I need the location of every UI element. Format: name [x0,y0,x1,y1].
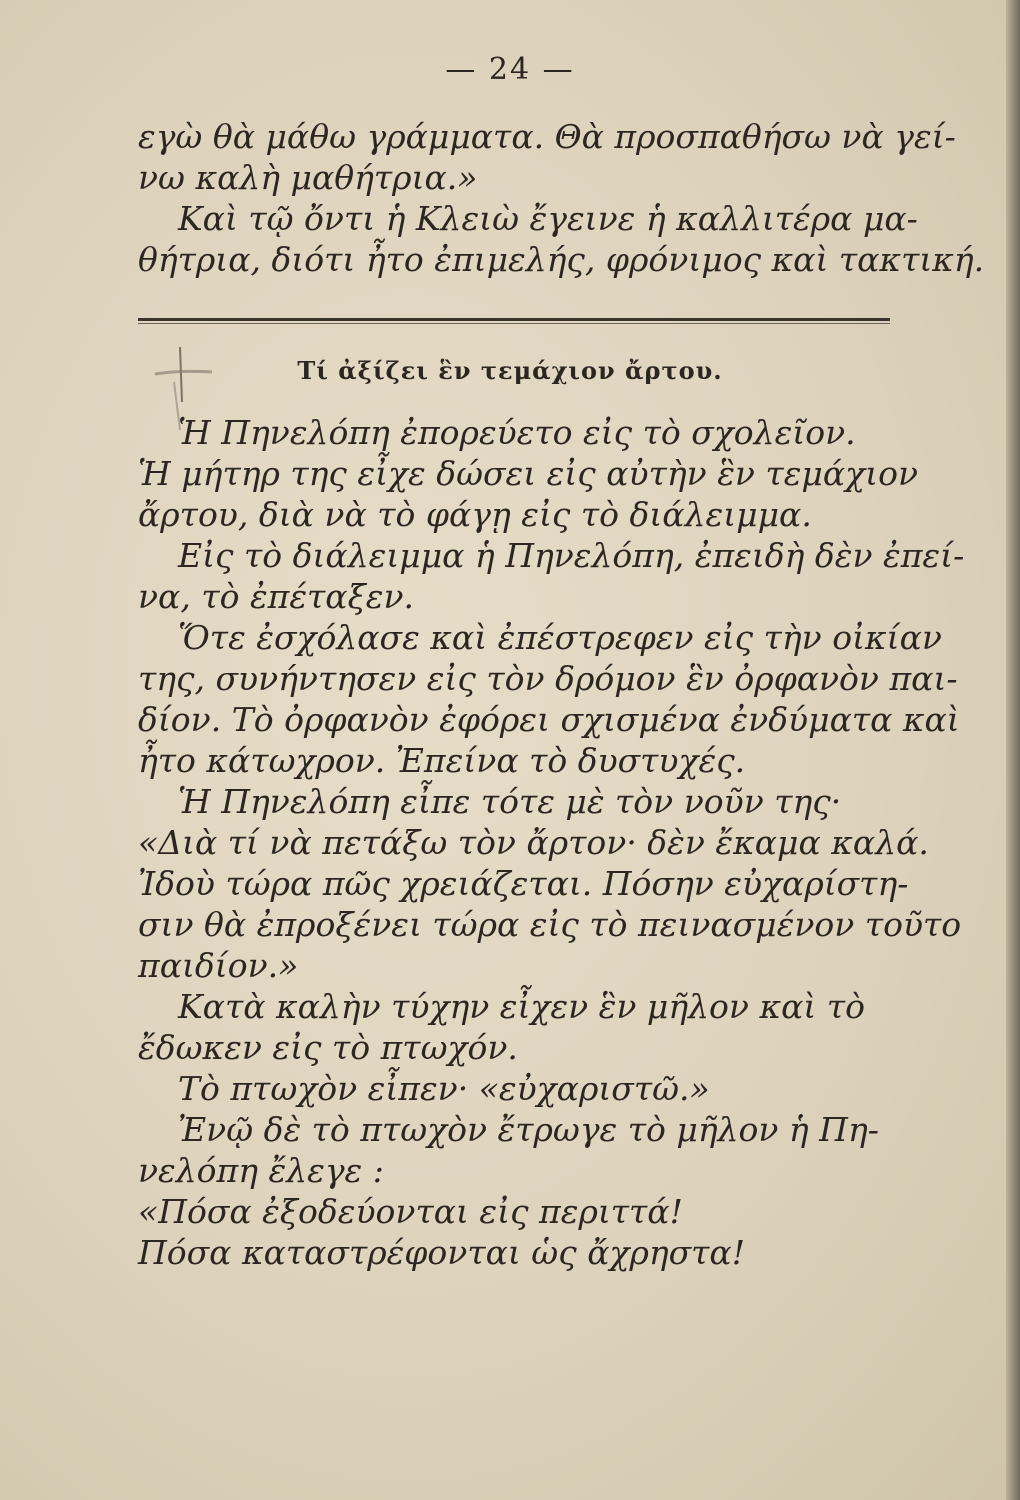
text-line: σιν θὰ ἐπροξένει τώρα εἰς τὸ πεινασμένον τοῦτο [138,905,962,944]
text-line: Τὸ πτωχὸν εἶπεν· «εὐχαριστῶ.» [178,1069,710,1108]
page-number: — 24 — [445,52,575,87]
book-spine-edge [1006,0,1020,1500]
story-body [138,412,965,1273]
text-line: Εἰς τὸ διάλειμμα ἡ Πηνελόπη, ἐπειδὴ δὲν ἐπεί- [178,536,965,575]
section-divider-thin [138,323,890,324]
text-line: Ἡ μήτηρ της εἶχε δώσει εἰς αὐτὴν ἓν τεμάχιον [138,454,919,493]
text-line: Ἰδοὺ τώρα πῶς χρειάζεται. Πόσην εὐχαρίστη- [138,864,909,903]
text-line: Ἡ Πηνελόπη εἶπε τότε μὲ τὸν νοῦν της· [178,782,842,821]
text-line: «Πόσα ἐξοδεύονται εἰς περιττά! [138,1192,683,1231]
text-line: «Διὰ τί νὰ πετάξω τὸν ἄρτον· δὲν ἔκαμα καλά. [138,823,929,862]
text-line: Ὅτε ἐσχόλασε καὶ ἐπέστρεφεν εἰς τὴν οἰκίαν [178,618,942,657]
text-line: νελόπη ἔλεγε : [138,1151,384,1190]
text-line: Ἡ Πηνελόπη ἐπορεύετο εἰς τὸ σχολεῖον. [178,413,856,452]
section-title: Τί ἀξίζει ἓν τεμάχιον ἄρτου. [297,356,723,385]
top-paragraph [138,116,985,280]
text-line: ἄρτου, διὰ νὰ τὸ φάγῃ εἰς τὸ διάλειμμα. [138,495,812,534]
text-line: να, τὸ ἐπέταξεν. [138,577,415,616]
text-line: Ἐνῷ δὲ τὸ πτωχὸν ἔτρωγε τὸ μῆλον ἡ Πη- [178,1110,879,1149]
text-line: ἦτο κάτωχρον. Ἐπείνα τὸ δυστυχές. [138,741,746,780]
text-line: παιδίον.» [138,946,299,985]
text-line: θήτρια, διότι ἦτο ἐπιμελής, φρόνιμος καὶ τακτική. [138,240,985,279]
text-line: Καὶ τῷ ὄντι ἡ Κλειὼ ἔγεινε ἡ καλλιτέρα μα- [178,199,918,238]
text-line: δίον. Τὸ ὀρφανὸν ἐφόρει σχισμένα ἐνδύματα καὶ [138,700,960,739]
text-line: Πόσα καταστρέφονται ὡς ἄχρηστα! [138,1233,745,1272]
text-line: νω καλὴ μαθήτρια.» [138,158,478,197]
text-line: εγὼ θὰ μάθω γράμματα. Θὰ προσπαθήσω νὰ γεί- [138,117,956,156]
text-line: ἔδωκεν εἰς τὸ πτωχόν. [138,1028,518,1067]
text-line: της, συνήντησεν εἰς τὸν δρόμον ἓν ὀρφανὸν παι- [138,659,958,698]
text-line: Κατὰ καλὴν τύχην εἶχεν ἓν μῆλον καὶ τὸ [178,987,865,1026]
section-divider [138,318,890,321]
